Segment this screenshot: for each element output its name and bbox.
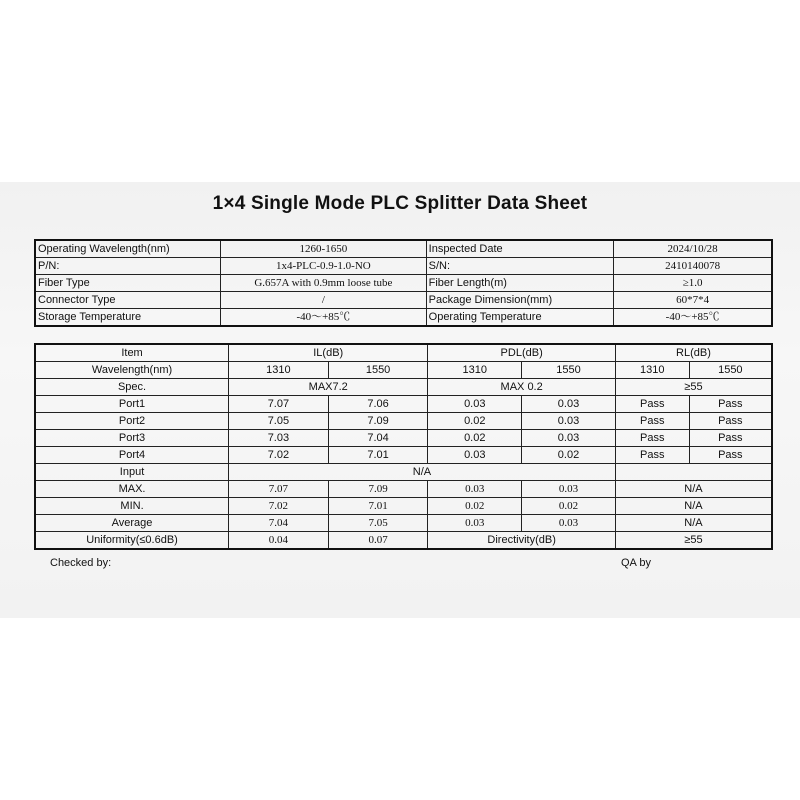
info-row bbox=[35, 258, 772, 275]
rl-1550-value: Pass bbox=[689, 430, 772, 447]
il-1550-value: 7.01 bbox=[328, 447, 428, 464]
pdl-1550-value: 0.03 bbox=[522, 515, 616, 532]
pdl-1550-value: 0.02 bbox=[522, 498, 616, 515]
pdl-1550-value: 0.03 bbox=[522, 396, 616, 413]
uniformity-label: Uniformity(≤0.6dB) bbox=[35, 532, 229, 550]
directivity-label: Directivity(dB) bbox=[428, 532, 615, 550]
info-value: 60*7*4 bbox=[614, 292, 772, 309]
uniformity-1310-value: 0.04 bbox=[229, 532, 329, 550]
port-row bbox=[35, 396, 772, 413]
port-name: Port3 bbox=[35, 430, 229, 447]
rl-header: RL(dB) bbox=[615, 344, 772, 362]
il-1550-value: 7.09 bbox=[328, 413, 428, 430]
il-1550-value: 7.05 bbox=[328, 515, 428, 532]
pdl-1310-header: 1310 bbox=[428, 362, 522, 379]
stat-name: Average bbox=[35, 515, 229, 532]
port-row bbox=[35, 413, 772, 430]
info-label: Fiber Length(m) bbox=[426, 275, 614, 292]
il-1310-value: 7.02 bbox=[229, 447, 329, 464]
rl-1550-value: Pass bbox=[689, 413, 772, 430]
wavelength-label: Wavelength(nm) bbox=[35, 362, 229, 379]
il-1550-header: 1550 bbox=[328, 362, 428, 379]
uniformity-row bbox=[35, 532, 772, 550]
input-rl-empty bbox=[615, 464, 772, 481]
info-row bbox=[35, 309, 772, 327]
info-value: ≥1.0 bbox=[614, 275, 772, 292]
info-value: 1260-1650 bbox=[221, 240, 427, 258]
spec-pdl: MAX 0.2 bbox=[428, 379, 615, 396]
stat-name: MAX. bbox=[35, 481, 229, 498]
port-name: Port1 bbox=[35, 396, 229, 413]
pdl-1550-value: 0.03 bbox=[522, 413, 616, 430]
stat-name: MIN. bbox=[35, 498, 229, 515]
uniformity-1550-value: 0.07 bbox=[328, 532, 428, 550]
il-1310-value: 7.02 bbox=[229, 498, 329, 515]
spec-row bbox=[35, 379, 772, 396]
info-label: Package Dimension(mm) bbox=[426, 292, 614, 309]
wavelength-row bbox=[35, 362, 772, 379]
stats-row bbox=[35, 515, 772, 532]
page-title: 1×4 Single Mode PLC Splitter Data Sheet bbox=[212, 193, 588, 214]
info-value: / bbox=[221, 292, 427, 309]
il-1550-value: 7.06 bbox=[328, 396, 428, 413]
stats-row bbox=[35, 481, 772, 498]
pdl-1550-value: 0.03 bbox=[522, 481, 616, 498]
header-row bbox=[35, 344, 772, 362]
input-label: Input bbox=[35, 464, 229, 481]
info-value: -40～+85℃ bbox=[614, 309, 772, 327]
il-1550-value: 7.09 bbox=[328, 481, 428, 498]
il-1310-value: 7.04 bbox=[229, 515, 329, 532]
info-row bbox=[35, 275, 772, 292]
pdl-1550-value: 0.02 bbox=[522, 447, 616, 464]
performance-table bbox=[34, 343, 773, 550]
pdl-1310-value: 0.03 bbox=[428, 447, 522, 464]
info-label: Operating Temperature bbox=[426, 309, 614, 327]
rl-1550-value: Pass bbox=[689, 396, 772, 413]
item-header: Item bbox=[35, 344, 229, 362]
rl-value: N/A bbox=[615, 515, 772, 532]
info-value: G.657A with 0.9mm loose tube bbox=[221, 275, 427, 292]
il-1310-value: 7.07 bbox=[229, 481, 329, 498]
il-1550-value: 7.04 bbox=[328, 430, 428, 447]
info-value: 1x4-PLC-0.9-1.0-NO bbox=[221, 258, 427, 275]
port-row bbox=[35, 447, 772, 464]
spec-label: Spec. bbox=[35, 379, 229, 396]
info-row bbox=[35, 240, 772, 258]
info-label: Storage Temperature bbox=[35, 309, 221, 327]
rl-1310-value: Pass bbox=[615, 396, 689, 413]
il-1550-value: 7.01 bbox=[328, 498, 428, 515]
il-1310-value: 7.05 bbox=[229, 413, 329, 430]
pdl-header: PDL(dB) bbox=[428, 344, 615, 362]
rl-1310-header: 1310 bbox=[615, 362, 689, 379]
info-value: -40～+85℃ bbox=[221, 309, 427, 327]
info-row bbox=[35, 292, 772, 309]
stats-row bbox=[35, 498, 772, 515]
qa-by-label: QA by bbox=[621, 557, 651, 569]
info-value: 2410140078 bbox=[614, 258, 772, 275]
rl-1310-value: Pass bbox=[615, 447, 689, 464]
rl-1550-header: 1550 bbox=[689, 362, 772, 379]
info-label: Inspected Date bbox=[426, 240, 614, 258]
rl-1550-value: Pass bbox=[689, 447, 772, 464]
pdl-1550-header: 1550 bbox=[522, 362, 616, 379]
info-label: Connector Type bbox=[35, 292, 221, 309]
rl-1310-value: Pass bbox=[615, 413, 689, 430]
info-label: Fiber Type bbox=[35, 275, 221, 292]
pdl-1310-value: 0.02 bbox=[428, 498, 522, 515]
port-name: Port2 bbox=[35, 413, 229, 430]
spec-rl: ≥55 bbox=[615, 379, 772, 396]
rl-1310-value: Pass bbox=[615, 430, 689, 447]
pdl-1310-value: 0.02 bbox=[428, 413, 522, 430]
pdl-1310-value: 0.03 bbox=[428, 515, 522, 532]
info-label: S/N: bbox=[426, 258, 614, 275]
checked-by-label: Checked by: bbox=[50, 557, 112, 569]
pdl-1550-value: 0.03 bbox=[522, 430, 616, 447]
port-row bbox=[35, 430, 772, 447]
il-1310-value: 7.03 bbox=[229, 430, 329, 447]
spec-il: MAX7.2 bbox=[229, 379, 428, 396]
pdl-1310-value: 0.02 bbox=[428, 430, 522, 447]
rl-value: N/A bbox=[615, 498, 772, 515]
pdl-1310-value: 0.03 bbox=[428, 396, 522, 413]
port-name: Port4 bbox=[35, 447, 229, 464]
il-1310-value: 7.07 bbox=[229, 396, 329, 413]
il-1310-header: 1310 bbox=[229, 362, 329, 379]
pdl-1310-value: 0.03 bbox=[428, 481, 522, 498]
info-label: Operating Wavelength(nm) bbox=[35, 240, 221, 258]
il-header: IL(dB) bbox=[229, 344, 428, 362]
info-table bbox=[34, 239, 773, 327]
rl-value: N/A bbox=[615, 481, 772, 498]
input-row bbox=[35, 464, 772, 481]
info-label: P/N: bbox=[35, 258, 221, 275]
info-value: 2024/10/28 bbox=[614, 240, 772, 258]
input-value: N/A bbox=[229, 464, 616, 481]
directivity-value: ≥55 bbox=[615, 532, 772, 550]
